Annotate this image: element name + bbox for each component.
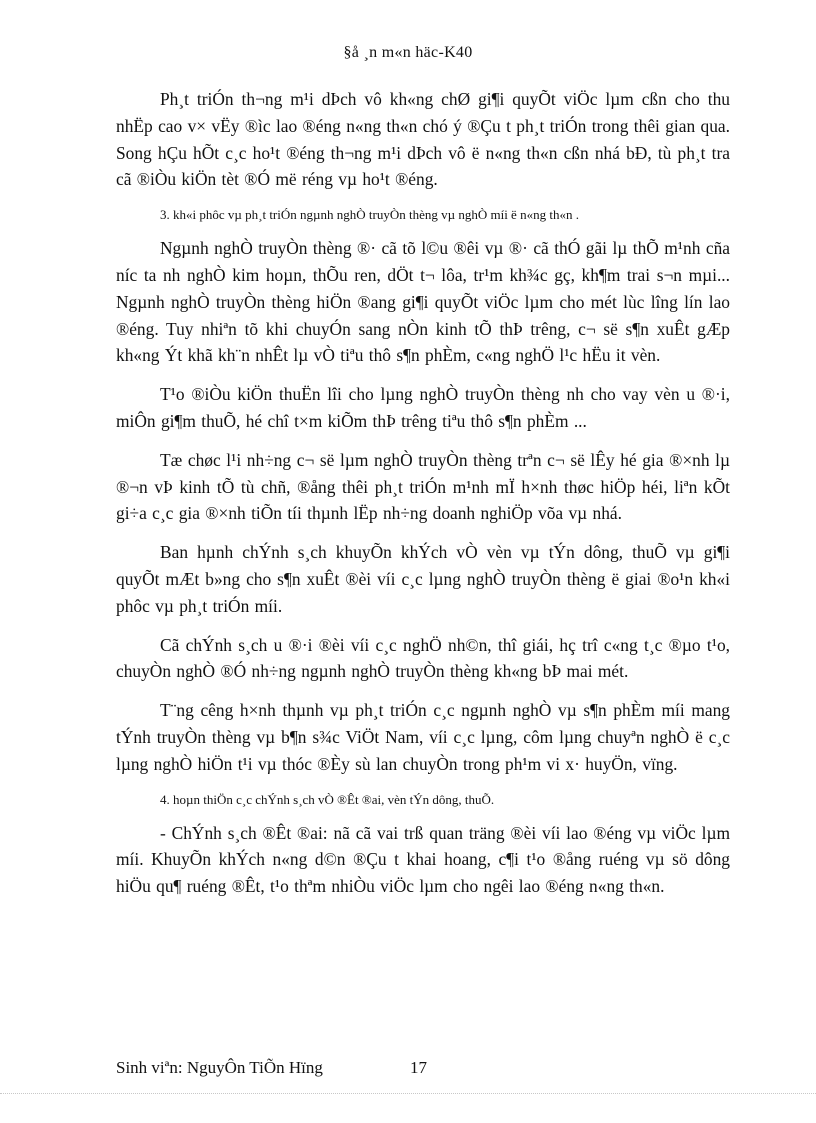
page-number: 17 — [410, 1058, 427, 1077]
paragraph-2: Ngµnh nghÒ truyÒn thèng ®· cã tõ l©u ®êi vµ ®· cã thÓ gãi lµ thÕ m¹nh cña níc ta nh nghÒ kim hoµn, thÕu ren, dÖt t¬ lôa, tr¹m kh¾c gç, kh¶m trai s¬n mµi... Ngµnh nghÒ truyÒn thèng hiÖn ®ang gi¶i quyÕt viÖc lµm cho mét lùc lîng lín lao ®éng. Tuy nhiªn tõ khi chuyÓn sang nÒn kinh tÕ thÞ trêng, c¬ së s¶n xuÊt gÆp kh«ng Ýt khã kh¨n nhÊt lµ vÒ tiªu thô s¶n phÈm, c«ng nghÖ l¹c hËu it vèn. — [116, 238, 730, 366]
paragraph-1: Ph¸t triÓn th¬ng m¹i dÞch vô kh«ng chØ gi¶i quyÕt viÖc lµm cßn cho thu nhËp cao v× vËy ®ìc lao ®éng n«ng th«n chó ý ®Çu t ph¸t triÓn trong thêi gian qua. Song hÇu hÕt c¸c ho¹t ®éng th¬ng m¹i dÞch vô ë n«ng th«n cßn nhá bÐ, tù ph¸t tra cã ®iÒu kiÖn tèt ®Ó më réng vµ ho¹t ®éng. — [116, 89, 730, 190]
document-body — [116, 86, 730, 900]
page-footer — [116, 1057, 427, 1079]
paragraph-3: T¹o ®iÒu kiÖn thuËn lîi cho lµng nghÒ truyÒn thèng nh cho vay vèn u ®·i, miÔn gi¶m thuÕ, hé chî t×m kiÕm thÞ trêng tiªu thô s¶n phÈm ... — [116, 384, 730, 431]
paragraph-7: T¨ng cêng h×nh thµnh vµ ph¸t triÓn c¸c ngµnh nghÒ vµ s¶n phÈm míi mang tÝnh truyÒn thèng vµ b¶n s¾c ViÖt Nam, víi c¸c lµng, côm lµng chuyªn nghÒ ë c¸c lµng nghÒ hiÖn t¹i vµ thóc ®Èy sù lan chuyÒn trong ph¹m vi x· huyÖn, vïng. — [116, 700, 730, 774]
page-header: §å ¸n m«n häc-K40 — [343, 44, 473, 61]
section-heading-4: 4. hoµn thiÖn c¸c chÝnh s¸ch vÒ ®Êt ®ai, vèn tÝn dông, thuÕ. — [160, 791, 495, 807]
page-bottom-divider — [0, 1093, 816, 1094]
paragraph-5: Ban hµnh chÝnh s¸ch khuyÕn khÝch vÒ vèn vµ tÝn dông, thuÕ vµ gi¶i quyÕt mÆt b»ng cho s¶n xuÊt ®èi víi c¸c lµng nghÒ truyÒn thèng ë giai ®o¹n kh«i phôc vµ ph¸t triÓn míi. — [116, 542, 730, 616]
paragraph-6: Cã chÝnh s¸ch u ®·i ®èi víi c¸c nghÖ nh©n, thî giái, hç trî c«ng t¸c ®µo t¹o, chuyÒn nghÒ ®Ó nh÷ng ngµnh nghÒ truyÒn thèng kh«ng bÞ mai mét. — [116, 634, 730, 682]
paragraph-4: Tæ chøc l¹i nh÷ng c¬ së lµm nghÒ truyÒn thèng trªn c¬ së lÊy hé gia ®×nh lµ ®¬n vÞ kinh tÕ tù chñ, ®ång thêi ph¸t triÓn m¹nh mÏ h×nh thøc hiÖp héi, liªn kÕt gi÷a c¸c gia ®×nh tiÕn tíi thµnh lËp nh÷ng doanh nghiÖp võa vµ nhá. — [116, 449, 730, 524]
paragraph-8: - ChÝnh s¸ch ®Êt ®ai: nã cã vai trß quan träng ®èi víi lao ®éng vµ viÖc lµm míi. KhuyÕn khÝch n«ng d©n ®Çu t khai hoang, c¶i t¹o ®ång ruéng vµ sö dông hiÖu qu¶ ruéng ®Êt, t¹o thªm nhiÒu viÖc lµm cho ngêi lao ®éng n«ng th«n. — [116, 822, 730, 897]
footer-author: Sinh viªn: NguyÔn TiÕn Hïng — [116, 1058, 323, 1077]
section-heading-3: 3. kh«i phôc vµ ph¸t triÓn ngµnh nghÒ truyÒn thèng vµ nghÒ míi ë n«ng th«n . — [160, 207, 579, 223]
